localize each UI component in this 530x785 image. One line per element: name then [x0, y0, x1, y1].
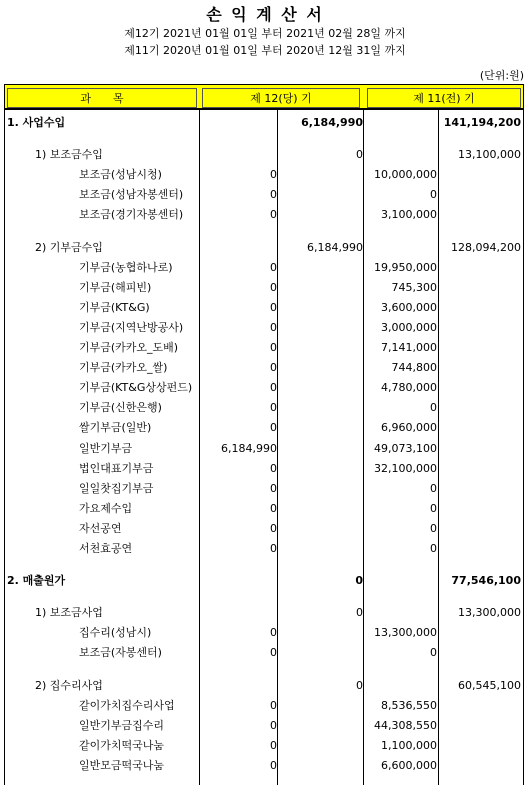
table-row	[5, 736, 523, 756]
current-value: 0	[270, 260, 277, 274]
previous-value: 44,308,550	[374, 718, 437, 732]
previous-value: 0	[430, 188, 437, 202]
header-account: 과 목	[7, 88, 197, 108]
account-label: 1. 사업수입	[7, 116, 66, 129]
table-row	[5, 258, 523, 278]
account-label: 일반모금떡국나눔	[79, 758, 165, 772]
table-row	[5, 499, 523, 519]
account-label: 기부금(해피빈)	[79, 280, 152, 294]
previous-total-value: 77,546,100	[451, 574, 521, 588]
account-label: 1) 보조금사업	[35, 606, 103, 620]
previous-value: 0	[430, 521, 437, 535]
table-header	[5, 85, 523, 110]
table-row	[5, 519, 523, 539]
account-label: 서천효공연	[79, 542, 133, 555]
current-value: 0	[270, 381, 277, 395]
header-previous-period: 제 11(전) 기	[367, 88, 521, 108]
current-total-value: 0	[355, 574, 363, 588]
section-row	[5, 571, 523, 591]
current-value: 0	[270, 168, 277, 182]
current-value: 0	[270, 758, 277, 772]
previous-value: 6,960,000	[381, 421, 437, 435]
table-row	[5, 378, 523, 398]
previous-value: 0	[430, 401, 437, 415]
table-row	[5, 185, 523, 205]
account-label: 보조금(성남시청)	[79, 168, 162, 182]
current-value: 0	[270, 421, 277, 435]
account-label: 기부금(카카오_쌀)	[79, 361, 168, 375]
current-value: 0	[270, 401, 277, 415]
previous-value: 0	[430, 646, 437, 660]
account-label: 기부금(KT&G상상펀드)	[79, 381, 193, 395]
account-label: 2) 기부금수입	[35, 240, 103, 254]
previous-value: 3,000,000	[381, 320, 437, 334]
current-subtotal-value: 0	[356, 678, 363, 692]
table-row	[5, 338, 523, 358]
previous-value: 49,073,100	[374, 441, 437, 455]
account-label: 1) 보조금수입	[35, 148, 103, 162]
current-value: 0	[270, 646, 277, 660]
previous-value: 32,100,000	[374, 461, 437, 475]
account-label: 법인대표기부금	[79, 461, 154, 475]
account-label: 쌀기부금(일반)	[79, 421, 152, 435]
group-row	[5, 145, 523, 165]
current-value: 0	[270, 300, 277, 314]
document-title: 손 익 계 산 서	[206, 5, 324, 24]
current-value: 0	[270, 521, 277, 535]
previous-value: 4,780,000	[381, 381, 437, 395]
table-row	[5, 358, 523, 378]
income-statement-table	[4, 84, 524, 785]
table-row	[5, 479, 523, 499]
group-row	[5, 603, 523, 623]
current-value: 0	[270, 461, 277, 475]
previous-value: 3,600,000	[381, 300, 437, 314]
table-row	[5, 418, 523, 438]
group-row	[5, 238, 523, 258]
table-row	[5, 165, 523, 185]
previous-value: 0	[430, 481, 437, 495]
account-label: 기부금(농협하나로)	[79, 260, 173, 274]
table-row	[5, 318, 523, 338]
current-subtotal-value: 6,184,990	[307, 240, 363, 254]
previous-value: 19,950,000	[374, 260, 437, 274]
previous-value: 10,000,000	[374, 168, 437, 182]
previous-subtotal-value: 128,094,200	[451, 240, 521, 254]
current-subtotal-value: 0	[356, 148, 363, 162]
table-row	[5, 539, 523, 559]
previous-value: 13,300,000	[374, 626, 437, 640]
previous-value: 0	[430, 501, 437, 515]
current-value: 6,184,990	[221, 441, 277, 455]
account-label: 보조금(경기자봉센터)	[79, 208, 184, 222]
current-value: 0	[270, 361, 277, 375]
previous-value: 1,100,000	[381, 738, 437, 752]
account-label: 집수리(성남시)	[79, 626, 152, 640]
account-label: 2. 매출원가	[7, 574, 66, 588]
previous-total-value: 141,194,200	[443, 116, 521, 129]
current-value: 0	[270, 738, 277, 752]
table-row	[5, 459, 523, 479]
account-label: 기부금(카카오_도배)	[79, 341, 179, 354]
account-label: 일일찻집기부금	[79, 481, 154, 495]
account-label: 기부금(지역난방공사)	[79, 320, 184, 334]
table-row	[5, 716, 523, 736]
table-row	[5, 643, 523, 663]
table-row	[5, 205, 523, 225]
account-label: 기부금(신한은행)	[79, 401, 162, 415]
account-label: 2) 집수리사업	[35, 678, 103, 692]
table-row	[5, 278, 523, 298]
current-value: 0	[270, 188, 277, 202]
section-row	[5, 113, 523, 133]
account-label: 같이가치집수리사업	[79, 698, 175, 712]
previous-value: 745,300	[391, 280, 437, 294]
account-label: 보조금(성남자봉센터)	[79, 188, 184, 202]
table-row	[5, 298, 523, 318]
account-label: 자선공연	[79, 521, 122, 535]
current-value: 0	[270, 698, 277, 712]
account-label: 보조금(자봉센터)	[79, 646, 162, 660]
period-current: 제12기 2021년 01월 01일 부터 2021년 02월 28일 까지	[124, 27, 406, 40]
previous-value: 0	[430, 542, 437, 555]
current-value: 0	[270, 481, 277, 495]
previous-subtotal-value: 13,100,000	[458, 148, 521, 162]
current-value: 0	[270, 718, 277, 732]
previous-value: 744,800	[391, 361, 437, 375]
period-previous: 제11기 2020년 01월 01일 부터 2020년 12월 31일 까지	[124, 44, 406, 57]
table-row	[5, 623, 523, 643]
account-label: 같이가치떡국나눔	[79, 738, 165, 752]
current-value: 0	[270, 626, 277, 640]
current-value: 0	[270, 501, 277, 515]
previous-value: 6,600,000	[381, 758, 437, 772]
account-label: 일반기부금	[79, 441, 133, 455]
current-total-value: 6,184,990	[301, 116, 363, 129]
current-value: 0	[270, 208, 277, 222]
account-label: 기부금(KT&G)	[79, 300, 150, 314]
unit-label: (단위:원)	[479, 69, 524, 82]
current-subtotal-value: 0	[356, 606, 363, 620]
previous-subtotal-value: 13,300,000	[458, 606, 521, 620]
current-value: 0	[270, 280, 277, 294]
account-label: 일반기부금집수리	[79, 718, 165, 732]
group-row	[5, 676, 523, 696]
table-row	[5, 696, 523, 716]
current-value: 0	[270, 542, 277, 555]
account-label: 가요제수입	[79, 501, 133, 515]
previous-value: 7,141,000	[381, 341, 437, 354]
previous-subtotal-value: 60,545,100	[458, 678, 521, 692]
table-row	[5, 439, 523, 459]
previous-value: 3,100,000	[381, 208, 437, 222]
table-row	[5, 398, 523, 418]
header-current-period: 제 12(당) 기	[202, 88, 360, 108]
current-value: 0	[270, 341, 277, 354]
previous-value: 8,536,550	[381, 698, 437, 712]
current-value: 0	[270, 320, 277, 334]
